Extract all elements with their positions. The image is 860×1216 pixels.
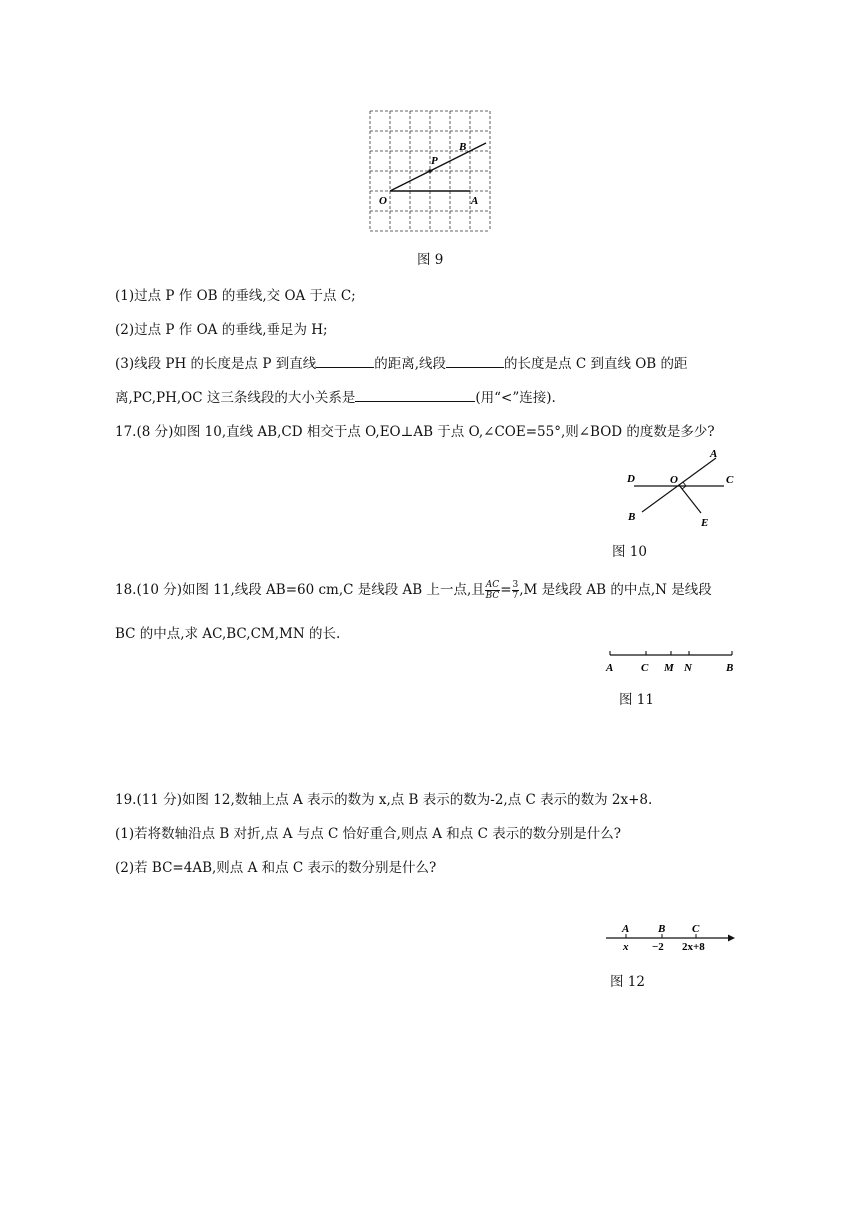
q16-part-2: (2)过点 P 作 OA 的垂线,垂足为 H; — [115, 322, 328, 338]
figure-11 — [600, 646, 742, 676]
q19-text: 19.(11 分)如图 12,数轴上点 A 表示的数为 x,点 B 表示的数为-2,点 C 表示的数为 2x+8. — [115, 792, 653, 808]
label-n: N — [684, 662, 692, 674]
answer-blank-2[interactable] — [446, 353, 504, 368]
label-c: C — [726, 474, 734, 486]
label-a: A — [606, 662, 614, 674]
label-c: C — [692, 923, 700, 935]
arrow-right-icon — [728, 935, 735, 942]
q18-text-b: ,M 是线段 AB 的中点,N 是线段 — [519, 582, 712, 598]
point-p — [428, 169, 432, 173]
label-b: B — [628, 511, 636, 523]
q16-p3-text-e: (用“<”连接). — [475, 390, 556, 406]
q18-text-a: 18.(10 分)如图 11,线段 AB=60 cm,C 是线段 AB 上一点,且 — [115, 582, 485, 598]
figure-10-caption: 图 10 — [612, 544, 647, 560]
label-b: B — [726, 662, 734, 674]
figure-10 — [622, 446, 742, 532]
ray-ob — [390, 143, 486, 191]
label-a: A — [622, 923, 630, 935]
q18-text-line-2: BC 的中点,求 AC,BC,CM,MN 的长. — [115, 626, 341, 642]
value-2x-plus-8: 2x+8 — [682, 941, 705, 953]
value-neg2: −2 — [652, 941, 664, 953]
label-p: P — [431, 155, 438, 167]
q18-text-line-1 — [115, 578, 712, 601]
q16-p3-text-b: 的距离,线段 — [374, 356, 447, 372]
answer-blank-1[interactable] — [316, 353, 374, 368]
ratio-value: $\frac{3}{7}$ — [512, 580, 519, 601]
q16-p3-text-d: 离,PC,PH,OC 这三条线段的大小关系是 — [115, 390, 356, 406]
q16-part-3-line-1 — [115, 352, 688, 372]
figure-9-caption: 图 9 — [417, 252, 444, 268]
label-e: E — [701, 517, 709, 529]
label-a: A — [471, 195, 479, 207]
equals-sign: = — [500, 582, 512, 598]
label-b: B — [459, 141, 467, 153]
q16-p3-text-c: 的长度是点 C 到直线 OB 的距 — [504, 356, 688, 372]
label-o: O — [379, 195, 387, 207]
q16-part-1: (1)过点 P 作 OB 的垂线,交 OA 于点 C; — [115, 288, 356, 304]
q19-part-1: (1)若将数轴沿点 B 对折,点 A 与点 C 恰好重合,则点 A 和点 C 表示的数分别是什么? — [115, 826, 621, 842]
answer-blank-3[interactable] — [355, 387, 475, 402]
figure-11-caption: 图 11 — [619, 692, 654, 708]
label-b: B — [658, 923, 666, 935]
ratio-fraction: $\frac{AC}{BC}$ — [485, 580, 500, 601]
label-m: M — [664, 662, 674, 674]
q17-text: 17.(8 分)如图 10,直线 AB,CD 相交于点 O,EO⊥AB 于点 O,∠COE=55°,则∠BOD 的度数是多少? — [115, 424, 715, 440]
q16-part-3-line-2 — [115, 386, 556, 406]
figure-9-grid — [368, 110, 494, 234]
q16-p3-text-a: (3)线段 PH 的长度是点 P 到直线 — [115, 356, 317, 372]
value-x: x — [623, 941, 629, 953]
q19-part-2: (2)若 BC=4AB,则点 A 和点 C 表示的数分别是什么? — [115, 860, 437, 876]
label-a: A — [710, 448, 718, 460]
figure-12-caption: 图 12 — [610, 974, 645, 990]
label-d: D — [627, 473, 635, 485]
label-c: C — [641, 662, 649, 674]
figure-12-number-line — [602, 918, 740, 958]
label-o: O — [670, 474, 678, 486]
